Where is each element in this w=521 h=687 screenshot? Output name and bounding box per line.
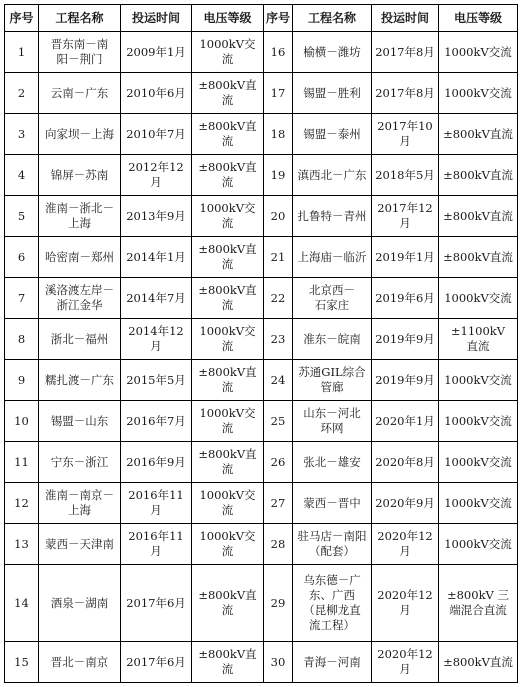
project-name-cell: 锦屏－苏南 bbox=[39, 155, 121, 196]
commission-date-cell: 2016年11月 bbox=[121, 524, 192, 565]
project-name-cell: 滇西北－广东 bbox=[293, 155, 372, 196]
voltage-level-cell: ±800kV直流 bbox=[192, 642, 264, 683]
commission-date-cell: 2014年1月 bbox=[121, 237, 192, 278]
project-name-cell: 向家坝－上海 bbox=[39, 114, 121, 155]
voltage-level-cell: ±800kV直流 bbox=[192, 237, 264, 278]
table-row bbox=[5, 442, 518, 483]
serial-number-cell: 9 bbox=[5, 360, 39, 401]
serial-number-cell: 21 bbox=[264, 237, 293, 278]
project-name-cell: 上海庙－临沂 bbox=[293, 237, 372, 278]
header-cell: 投运时间 bbox=[121, 5, 192, 32]
voltage-level-cell: 1000kV交流 bbox=[439, 278, 518, 319]
project-name-cell: 苏通GIL综合 管廊 bbox=[293, 360, 372, 401]
project-name-cell: 山东－河北 环网 bbox=[293, 401, 372, 442]
table-row bbox=[5, 319, 518, 360]
project-name-cell: 宁东－浙江 bbox=[39, 442, 121, 483]
voltage-level-cell: 1000kV交流 bbox=[439, 483, 518, 524]
serial-number-cell: 19 bbox=[264, 155, 293, 196]
table-row bbox=[5, 565, 518, 642]
project-name-cell: 晋东南－南 阳－荆门 bbox=[39, 32, 121, 73]
voltage-level-cell: ±800kV直流 bbox=[439, 642, 518, 683]
header-cell: 投运时间 bbox=[372, 5, 439, 32]
serial-number-cell: 29 bbox=[264, 565, 293, 642]
commission-date-cell: 2017年10月 bbox=[372, 114, 439, 155]
commission-date-cell: 2016年11月 bbox=[121, 483, 192, 524]
voltage-level-cell: 1000kV交流 bbox=[192, 524, 264, 565]
serial-number-cell: 14 bbox=[5, 565, 39, 642]
project-name-cell: 扎鲁特－青州 bbox=[293, 196, 372, 237]
table-row bbox=[5, 237, 518, 278]
voltage-level-cell: ±800kV直流 bbox=[192, 442, 264, 483]
project-name-cell: 驻马店－南阳 （配套） bbox=[293, 524, 372, 565]
serial-number-cell: 1 bbox=[5, 32, 39, 73]
commission-date-cell: 2010年7月 bbox=[121, 114, 192, 155]
table-row bbox=[5, 524, 518, 565]
table-row bbox=[5, 360, 518, 401]
table-row bbox=[5, 114, 518, 155]
header-cell: 序号 bbox=[264, 5, 293, 32]
commission-date-cell: 2010年6月 bbox=[121, 73, 192, 114]
project-name-cell: 哈密南－郑州 bbox=[39, 237, 121, 278]
table-row bbox=[5, 32, 518, 73]
commission-date-cell: 2017年6月 bbox=[121, 565, 192, 642]
voltage-level-cell: 1000kV交流 bbox=[439, 73, 518, 114]
voltage-level-cell: 1000kV交流 bbox=[192, 32, 264, 73]
table-row bbox=[5, 483, 518, 524]
header-cell: 工程名称 bbox=[39, 5, 121, 32]
commission-date-cell: 2016年9月 bbox=[121, 442, 192, 483]
serial-number-cell: 28 bbox=[264, 524, 293, 565]
voltage-level-cell: 1000kV交流 bbox=[439, 524, 518, 565]
commission-date-cell: 2017年6月 bbox=[121, 642, 192, 683]
serial-number-cell: 24 bbox=[264, 360, 293, 401]
commission-date-cell: 2017年8月 bbox=[372, 73, 439, 114]
commission-date-cell: 2014年12月 bbox=[121, 319, 192, 360]
project-name-cell: 淮南－南京－ 上海 bbox=[39, 483, 121, 524]
header-cell: 电压等级 bbox=[192, 5, 264, 32]
header-cell: 序号 bbox=[5, 5, 39, 32]
project-name-cell: 糯扎渡－广东 bbox=[39, 360, 121, 401]
commission-date-cell: 2015年5月 bbox=[121, 360, 192, 401]
voltage-level-cell: ±800kV直流 bbox=[439, 155, 518, 196]
voltage-level-cell: ±800kV直流 bbox=[439, 114, 518, 155]
projects-table bbox=[4, 4, 518, 683]
serial-number-cell: 15 bbox=[5, 642, 39, 683]
voltage-level-cell: 1000kV交流 bbox=[192, 483, 264, 524]
project-name-cell: 北京西－ 石家庄 bbox=[293, 278, 372, 319]
voltage-level-cell: 1000kV交流 bbox=[192, 196, 264, 237]
header-row bbox=[5, 5, 518, 32]
voltage-level-cell: ±800kV直流 bbox=[192, 360, 264, 401]
commission-date-cell: 2020年12月 bbox=[372, 642, 439, 683]
project-name-cell: 蒙西－晋中 bbox=[293, 483, 372, 524]
serial-number-cell: 8 bbox=[5, 319, 39, 360]
voltage-level-cell: ±1100kV 直流 bbox=[439, 319, 518, 360]
project-name-cell: 晋北－南京 bbox=[39, 642, 121, 683]
serial-number-cell: 27 bbox=[264, 483, 293, 524]
voltage-level-cell: 1000kV交流 bbox=[439, 401, 518, 442]
table-row bbox=[5, 278, 518, 319]
commission-date-cell: 2020年8月 bbox=[372, 442, 439, 483]
voltage-level-cell: 1000kV交流 bbox=[439, 442, 518, 483]
table-row bbox=[5, 642, 518, 683]
serial-number-cell: 5 bbox=[5, 196, 39, 237]
header-cell: 工程名称 bbox=[293, 5, 372, 32]
commission-date-cell: 2019年1月 bbox=[372, 237, 439, 278]
project-name-cell: 锡盟－山东 bbox=[39, 401, 121, 442]
project-name-cell: 青海－河南 bbox=[293, 642, 372, 683]
commission-date-cell: 2019年6月 bbox=[372, 278, 439, 319]
commission-date-cell: 2017年8月 bbox=[372, 32, 439, 73]
serial-number-cell: 2 bbox=[5, 73, 39, 114]
commission-date-cell: 2012年12月 bbox=[121, 155, 192, 196]
serial-number-cell: 23 bbox=[264, 319, 293, 360]
project-name-cell: 酒泉－湖南 bbox=[39, 565, 121, 642]
project-name-cell: 云南－广东 bbox=[39, 73, 121, 114]
voltage-level-cell: ±800kV直流 bbox=[192, 155, 264, 196]
commission-date-cell: 2020年1月 bbox=[372, 401, 439, 442]
voltage-level-cell: ±800kV直流 bbox=[192, 278, 264, 319]
commission-date-cell: 2020年12月 bbox=[372, 524, 439, 565]
project-name-cell: 乌东德－广 东、广西 （昆柳龙直 流工程） bbox=[293, 565, 372, 642]
serial-number-cell: 4 bbox=[5, 155, 39, 196]
voltage-level-cell: ±800kV 三 端混合直流 bbox=[439, 565, 518, 642]
serial-number-cell: 20 bbox=[264, 196, 293, 237]
serial-number-cell: 12 bbox=[5, 483, 39, 524]
serial-number-cell: 22 bbox=[264, 278, 293, 319]
serial-number-cell: 18 bbox=[264, 114, 293, 155]
commission-date-cell: 2019年9月 bbox=[372, 360, 439, 401]
table-container bbox=[4, 4, 518, 683]
serial-number-cell: 11 bbox=[5, 442, 39, 483]
table-row bbox=[5, 155, 518, 196]
voltage-level-cell: 1000kV交流 bbox=[192, 319, 264, 360]
serial-number-cell: 6 bbox=[5, 237, 39, 278]
voltage-level-cell: ±800kV直流 bbox=[192, 114, 264, 155]
project-name-cell: 锡盟－泰州 bbox=[293, 114, 372, 155]
project-name-cell: 浙北－福州 bbox=[39, 319, 121, 360]
commission-date-cell: 2020年9月 bbox=[372, 483, 439, 524]
table-row bbox=[5, 196, 518, 237]
commission-date-cell: 2020年12月 bbox=[372, 565, 439, 642]
voltage-level-cell: ±800kV直流 bbox=[192, 73, 264, 114]
project-name-cell: 蒙西－天津南 bbox=[39, 524, 121, 565]
project-name-cell: 锡盟－胜利 bbox=[293, 73, 372, 114]
voltage-level-cell: ±800kV直流 bbox=[439, 196, 518, 237]
voltage-level-cell: 1000kV交流 bbox=[439, 32, 518, 73]
commission-date-cell: 2018年5月 bbox=[372, 155, 439, 196]
voltage-level-cell: ±800kV直流 bbox=[439, 237, 518, 278]
voltage-level-cell: 1000kV交流 bbox=[192, 401, 264, 442]
serial-number-cell: 26 bbox=[264, 442, 293, 483]
commission-date-cell: 2009年1月 bbox=[121, 32, 192, 73]
serial-number-cell: 13 bbox=[5, 524, 39, 565]
serial-number-cell: 3 bbox=[5, 114, 39, 155]
header-cell: 电压等级 bbox=[439, 5, 518, 32]
project-name-cell: 张北－雄安 bbox=[293, 442, 372, 483]
serial-number-cell: 17 bbox=[264, 73, 293, 114]
serial-number-cell: 10 bbox=[5, 401, 39, 442]
serial-number-cell: 25 bbox=[264, 401, 293, 442]
commission-date-cell: 2017年12月 bbox=[372, 196, 439, 237]
table-row bbox=[5, 401, 518, 442]
serial-number-cell: 16 bbox=[264, 32, 293, 73]
project-name-cell: 榆横－潍坊 bbox=[293, 32, 372, 73]
voltage-level-cell: 1000kV交流 bbox=[439, 360, 518, 401]
serial-number-cell: 7 bbox=[5, 278, 39, 319]
project-name-cell: 溪洛渡左岸－ 浙江金华 bbox=[39, 278, 121, 319]
project-name-cell: 淮南－浙北－ 上海 bbox=[39, 196, 121, 237]
project-name-cell: 准东－皖南 bbox=[293, 319, 372, 360]
voltage-level-cell: ±800kV直流 bbox=[192, 565, 264, 642]
serial-number-cell: 30 bbox=[264, 642, 293, 683]
commission-date-cell: 2016年7月 bbox=[121, 401, 192, 442]
commission-date-cell: 2014年7月 bbox=[121, 278, 192, 319]
commission-date-cell: 2019年9月 bbox=[372, 319, 439, 360]
commission-date-cell: 2013年9月 bbox=[121, 196, 192, 237]
table-row bbox=[5, 73, 518, 114]
